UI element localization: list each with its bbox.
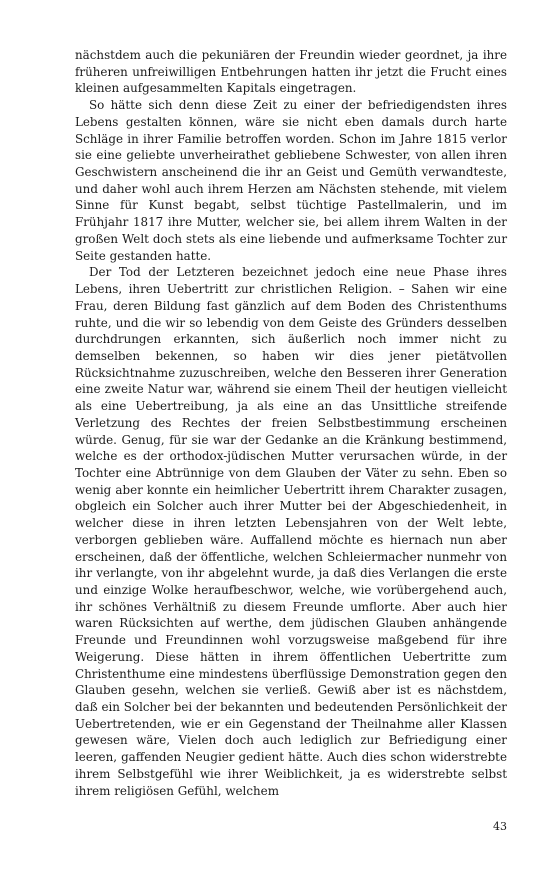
paragraph-2: So hätte sich denn diese Zeit zu einer der befriedigendsten ihres Lebens gestalten können, wäre sie nicht eben damals durch harte Schläge in ihrer Familie betroffen worden. Schon im Jahre 1815 verlor sie eine geliebte unverheirathet gebliebene Schwester, von allen ihren Geschwistern anscheinend die ihr an Geist und Gemüth verwandteste, und daher wohl auch ihrem Herzen am Nächsten stehende, mit vielem Sinne für Kunst begabt, selbst tüchtige Pastellmalerin, und im Frühjahr 1817 ihre Mutter, welcher sie, bei allem ihrem Walten in der großen Welt doch stets als eine liebende und aufmerksame Tochter zur Seite gestanden hatte. bbox=[75, 98, 507, 263]
paragraph-3: Der Tod der Letzteren bezeichnet jedoch eine neue Phase ihres Lebens, ihren Uebertritt zur christlichen Religion. – Sahen wir eine Frau, deren Bildung fast gänzlich auf dem Boden des Christenthums ruhte, und die wir so lebendig von dem Geiste des Gründers desselben durchdrungen erkannten, sich äußerlich noch immer nicht zu demselben bekennen, so haben wir dies jener pietätvollen Rücksichtnahme zuzuschreiben, welche den Besseren ihrer Generation eine zweite Natur war, während sie einem Theil der heutigen vielleicht als eine Uebertreibung, ja als eine an das Unsittliche streifende Verletzung des Rechtes der freien Selbstbestimmung erscheinen würde. Genug, für sie war der Gedanke an die Kränkung bestimmend, welche es der orthodox-jüdischen Mutter verursachen würde, in der Tochter eine Abtrünnige von dem Glauben der Väter zu sehn. Eben so wenig aber konnte ein heimlicher Uebertritt ihrem Charakter zusagen, obgleich ein Solcher auch ihrer Mutter bei der Abgeschiedenheit, in welcher diese in ihren letzten Lebensjahren von der Welt lebte, verborgen geblieben wäre. Auffallend möchte es hiernach nun aber erscheinen, daß der öffentliche, welchen Schleiermacher nunmehr von ihr verlangte, von ihr abgelehnt wurde, ja daß dies Verlangen die erste und einzige Wolke heraufbeschwor, welche, wie vorübergehend auch, ihr schönes Verhältniß zu diesem Freunde umflorte. Aber auch hier waren Rücksichten auf werthe, dem jüdischen Glauben anhängende Freunde und Freundinnen wohl vorzugsweise maßgebend für ihre Weigerung. Diese hätten in ihrem öffentlichen Uebertritte zum Christenthume eine mindestens überflüssige Demonstration gegen den Glauben gesehn, welchen sie verließ. Gewiß aber ist es nächstdem, daß ein Solcher bei der bekannten und bedeutenden Persönlichkeit der Uebertretenden, wie er ein Gegenstand der Theilnahme aller Klassen gewesen wäre, Vielen doch auch lediglich zur Befriedigung einer leeren, gaffenden Neugier gedient hätte. Auch dies schon widerstrebte ihrem Selbstgefühl wie ihrer Weiblichkeit, ja es widerstrebte selbst ihrem religiösen Gefühl, welchem bbox=[75, 265, 507, 798]
page-body bbox=[75, 47, 507, 799]
page-number: 43 bbox=[493, 820, 507, 833]
paragraph-1: nächstdem auch die pekuniären der Freundin wieder geordnet, ja ihre früheren unfreiwilligen Entbehrungen hatten ihr jetzt die Frucht eines kleinen aufgesammelten Kapitals eingetragen. bbox=[75, 48, 507, 96]
